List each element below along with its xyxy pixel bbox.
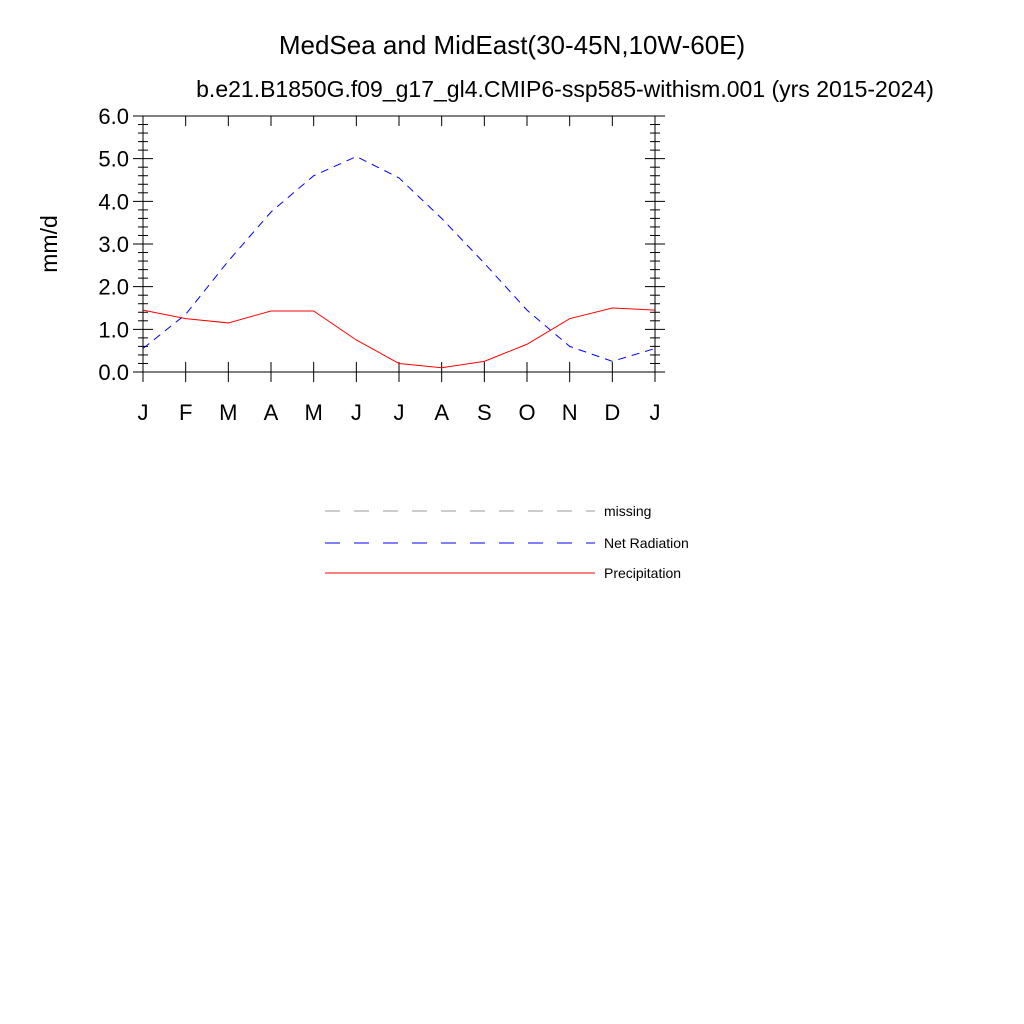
x-tick-label: N bbox=[561, 400, 578, 425]
y-tick-label: 0.0 bbox=[98, 360, 129, 385]
y-tick-label: 6.0 bbox=[98, 104, 129, 129]
x-tick-label: A bbox=[434, 400, 450, 425]
y-tick-label: 3.0 bbox=[98, 232, 129, 257]
y-tick-label: 5.0 bbox=[98, 146, 129, 172]
x-tick-label: S bbox=[476, 400, 492, 425]
chart-title: MedSea and MidEast(30-45N,10W-60E) bbox=[278, 30, 746, 60]
data-series bbox=[143, 157, 655, 368]
y-tick-label: 1.0 bbox=[98, 317, 129, 343]
plot-frame bbox=[143, 116, 655, 372]
x-tick-label: A bbox=[263, 400, 279, 425]
legend-label: Precipitation bbox=[604, 565, 682, 581]
x-tick-label: D bbox=[604, 400, 621, 425]
tick-labels bbox=[98, 104, 660, 425]
series-line-precipitation bbox=[143, 308, 655, 368]
x-tick-label: J bbox=[350, 400, 362, 425]
x-tick-label: F bbox=[178, 400, 193, 425]
chart-subtitle: b.e21.B1850G.f09_g17_gl4.CMIP6-ssp585-withism.001 (yrs 2015-2024) bbox=[196, 76, 934, 102]
x-tick-label: M bbox=[304, 400, 323, 425]
y-tick-label: 4.0 bbox=[98, 189, 129, 215]
y-tick-label: 2.0 bbox=[98, 274, 129, 300]
axis-ticks bbox=[133, 116, 665, 382]
series-line-net-radiation bbox=[143, 157, 655, 362]
y-axis-label: mm/d bbox=[36, 215, 62, 273]
x-tick-label: J bbox=[393, 400, 405, 425]
x-tick-label: O bbox=[518, 400, 536, 425]
legend-label: Net Radiation bbox=[604, 535, 689, 551]
legend-label: missing bbox=[604, 503, 652, 519]
legend bbox=[325, 503, 689, 581]
x-tick-label: J bbox=[137, 400, 149, 425]
x-tick-label: M bbox=[219, 400, 238, 425]
x-tick-label: J bbox=[649, 400, 661, 425]
